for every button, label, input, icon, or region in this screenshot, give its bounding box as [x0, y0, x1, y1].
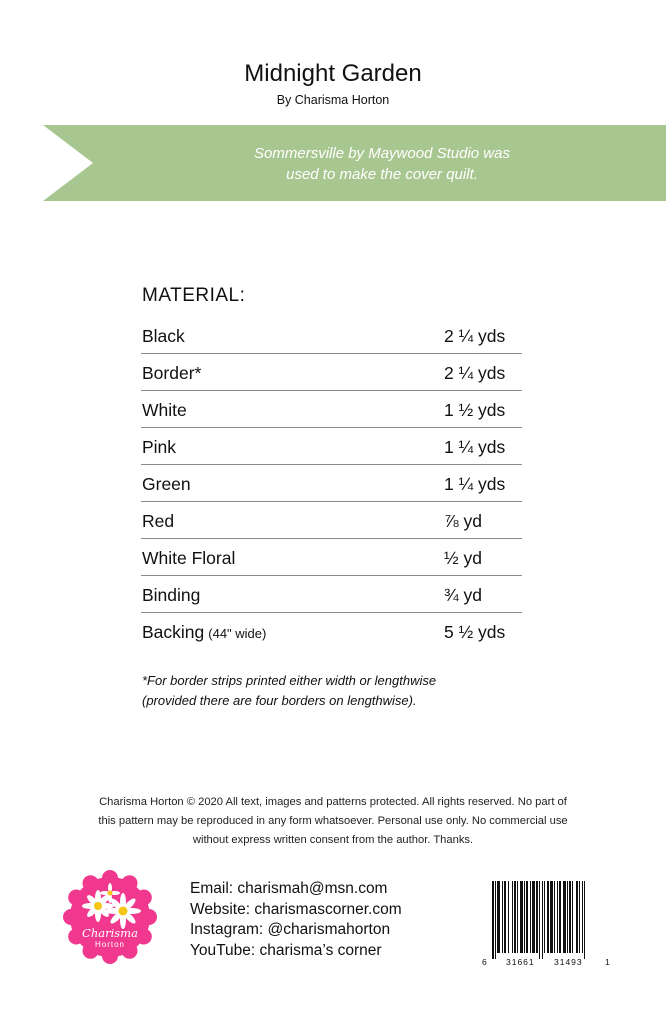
barcode-bar: [576, 881, 578, 953]
fabric-banner: [43, 125, 666, 201]
banner-line-2: used to make the cover quilt.: [286, 166, 478, 183]
material-heading: MATERIAL:: [142, 285, 246, 306]
material-name: Black: [142, 326, 185, 346]
material-row: [141, 502, 522, 539]
barcode-bar: [508, 881, 509, 953]
materials-table: [141, 317, 522, 650]
material-row: [141, 354, 522, 391]
barcode-bar: [579, 881, 580, 953]
footnote-line-2: (provided there are four borders on lengthwise).: [142, 693, 417, 708]
barcode-bar: [495, 881, 496, 959]
barcode-bar: [542, 881, 543, 959]
material-name: White: [142, 400, 187, 420]
barcode-bar: [572, 881, 573, 953]
material-quantity: 1 ¼ yds: [444, 474, 506, 494]
material-name: Red: [142, 511, 175, 531]
barcode-bar: [584, 881, 585, 959]
barcode-bar: [526, 881, 528, 953]
barcode-bar: [550, 881, 553, 953]
barcode-digit-last: 1: [605, 957, 610, 967]
barcode-bar: [547, 881, 549, 953]
material-name: Border*: [142, 363, 202, 383]
barcode-bar: [582, 881, 583, 953]
material-quantity: 1 ½ yds: [444, 400, 506, 420]
material-quantity: ½ yd: [444, 548, 482, 568]
material-row: [141, 428, 522, 465]
barcode-bar: [517, 881, 518, 953]
material-name: Green: [142, 474, 191, 494]
barcode-digit-first: 6: [482, 957, 487, 967]
barcode-bar: [536, 881, 538, 953]
material-name: Binding: [142, 585, 201, 605]
material-name: Pink: [142, 437, 177, 457]
material-row: [141, 576, 522, 613]
copyright-notice: [0, 793, 666, 850]
copyright-line-2: this pattern may be reproduced in any form whatsoever. Personal use only. No commercial use: [98, 815, 568, 827]
contact-instagram: Instagram: @charismahorton: [190, 921, 391, 938]
material-quantity: 2 ¼ yds: [444, 326, 506, 346]
pattern-title: Midnight Garden: [244, 60, 422, 87]
border-footnote: [142, 671, 502, 711]
logo-scalloped-badge: [63, 870, 157, 964]
copyright-line-1: Charisma Horton © 2020 All text, images and patterns protected. All rights reserved. No part of: [99, 796, 567, 808]
contact-info: [190, 879, 402, 961]
banner-line-1: Sommersville by Maywood Studio was: [254, 145, 510, 162]
footnote-line-1: *For border strips printed either width or lengthwise: [142, 673, 437, 688]
contact-website: Website: charismascorner.com: [190, 900, 402, 918]
barcode-group-right: 31493: [554, 957, 583, 967]
banner-text: [43, 143, 666, 185]
barcode-bar: [539, 881, 540, 959]
charisma-horton-logo: [63, 870, 157, 964]
material-quantity: 2 ¼ yds: [444, 363, 506, 383]
contact-youtube: YouTube: charisma’s corner: [190, 941, 382, 959]
material-row: [141, 613, 522, 650]
barcode-bar: [497, 881, 500, 953]
barcode-bar: [532, 881, 535, 953]
material-quantity: 1 ¼ yds: [444, 437, 506, 457]
material-name-text: Backing: [142, 622, 205, 642]
author-byline: By Charisma Horton: [276, 93, 390, 107]
copyright-line-3: without express written consent from the author. Thanks.: [192, 834, 474, 846]
upc-barcode: [482, 881, 612, 971]
material-name: White Floral: [142, 548, 236, 568]
barcode-bar: [554, 881, 555, 953]
logo-subname: Horton: [94, 940, 125, 949]
contact-email: Email: charismah@msn.com: [190, 880, 388, 897]
barcode-bar: [514, 881, 516, 953]
material-name: [142, 622, 266, 643]
barcode-group-left: 31661: [506, 957, 535, 967]
material-row: [141, 465, 522, 502]
barcode-bar: [504, 881, 506, 953]
material-quantity: ⅞ yd: [444, 511, 482, 531]
barcode-bar: [502, 881, 503, 953]
barcode-bar: [512, 881, 513, 953]
barcode-bar: [530, 881, 531, 953]
material-row: [141, 391, 522, 428]
barcode-bar: [559, 881, 561, 953]
material-row: [141, 539, 522, 576]
barcode-bar: [557, 881, 558, 953]
material-note: (44" wide): [208, 626, 267, 641]
barcode-bar: [569, 881, 571, 953]
barcode-bar: [567, 881, 568, 953]
barcode-bar: [492, 881, 494, 959]
material-row: [141, 317, 522, 354]
logo-name: Charisma: [82, 926, 138, 940]
barcode-bar: [524, 881, 525, 953]
material-quantity: 5 ½ yds: [444, 622, 506, 642]
barcode-bar: [563, 881, 566, 953]
material-quantity: ¾ yd: [444, 585, 482, 605]
barcode-bar: [544, 881, 545, 953]
barcode-bars: [482, 881, 612, 959]
barcode-bar: [520, 881, 523, 953]
